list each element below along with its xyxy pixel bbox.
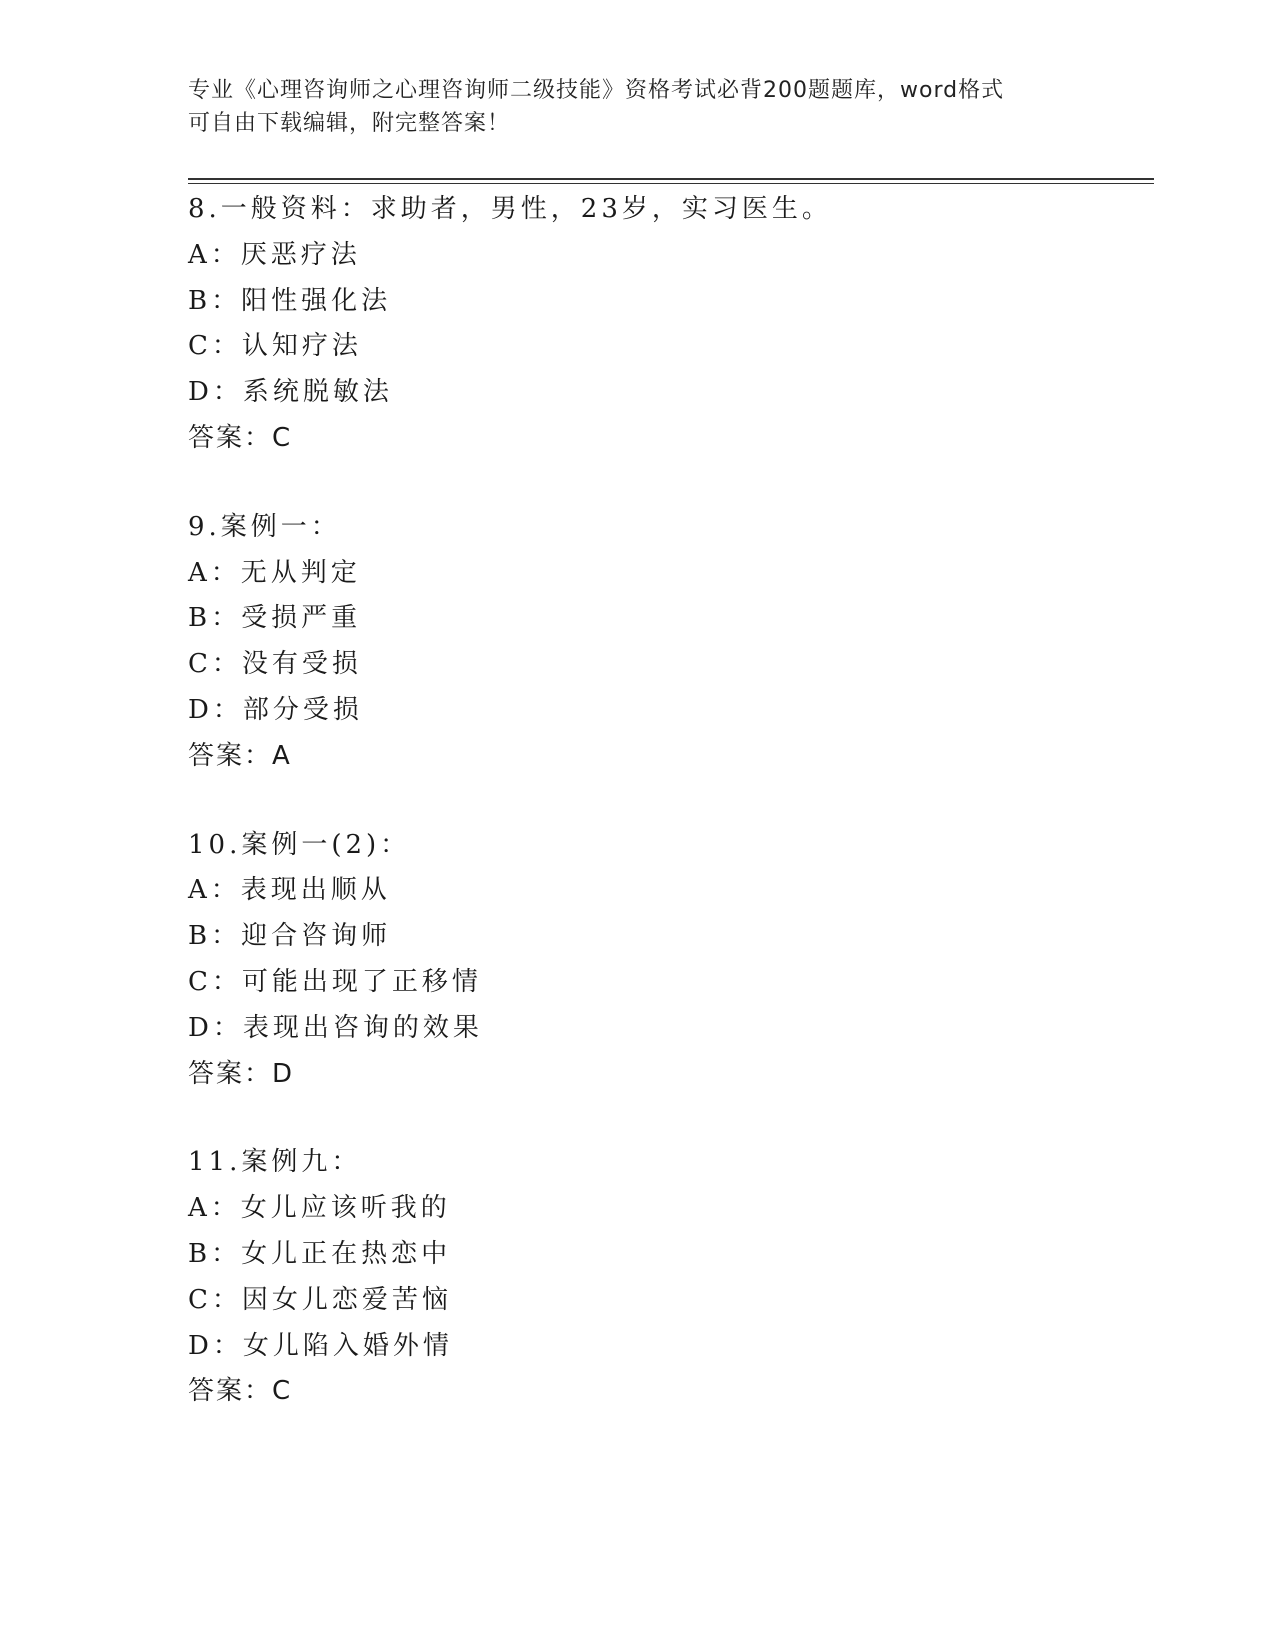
option-d: D：部分受损 <box>188 694 363 725</box>
option-a: A：表现出顺从 <box>188 875 391 906</box>
option-a: A：女儿应该听我的 <box>188 1193 451 1224</box>
option-c: C：没有受损 <box>188 649 362 680</box>
question-9 <box>188 505 1148 780</box>
option-c: C：因女儿恋爱苦恼 <box>188 1284 452 1315</box>
option-c: C：可能出现了正移情 <box>188 966 482 997</box>
option-c: C：认知疗法 <box>188 331 362 362</box>
answer-line: 答案：A <box>188 740 292 771</box>
question-stem: 8.一般资料：求助者，男性，23岁，实习医生。 <box>188 194 832 224</box>
question-stem: 11.案例九： <box>188 1147 362 1178</box>
header-title-line-2: 可自由下载编辑，附完整答案！ <box>188 111 511 136</box>
question-8 <box>188 187 1148 462</box>
question-10 <box>188 823 1148 1098</box>
question-stem: 9.案例一： <box>188 511 341 542</box>
header-divider <box>188 178 1154 184</box>
option-d: D：女儿陷入婚外情 <box>188 1330 453 1361</box>
answer-line: 答案：C <box>188 1376 293 1407</box>
option-b: B：迎合咨询师 <box>188 921 392 952</box>
document-header <box>188 74 1068 140</box>
question-11 <box>188 1140 1148 1415</box>
header-title-line-1: 专业《心理咨询师之心理咨询师二级技能》资格考试必背200题题库，word格式 <box>188 78 1005 103</box>
option-a: A：厌恶疗法 <box>188 239 361 270</box>
option-a: A：无从判定 <box>188 557 361 588</box>
option-b: B：女儿正在热恋中 <box>188 1238 452 1269</box>
question-stem: 10.案例一(2)： <box>188 829 411 860</box>
answer-line: 答案：C <box>188 422 293 453</box>
option-d: D：系统脱敏法 <box>188 377 393 408</box>
option-b: B：阳性强化法 <box>188 285 392 316</box>
option-b: B：受损严重 <box>188 603 362 634</box>
answer-line: 答案：D <box>188 1058 295 1089</box>
option-d: D：表现出咨询的效果 <box>188 1012 483 1043</box>
question-list <box>188 187 1148 1458</box>
